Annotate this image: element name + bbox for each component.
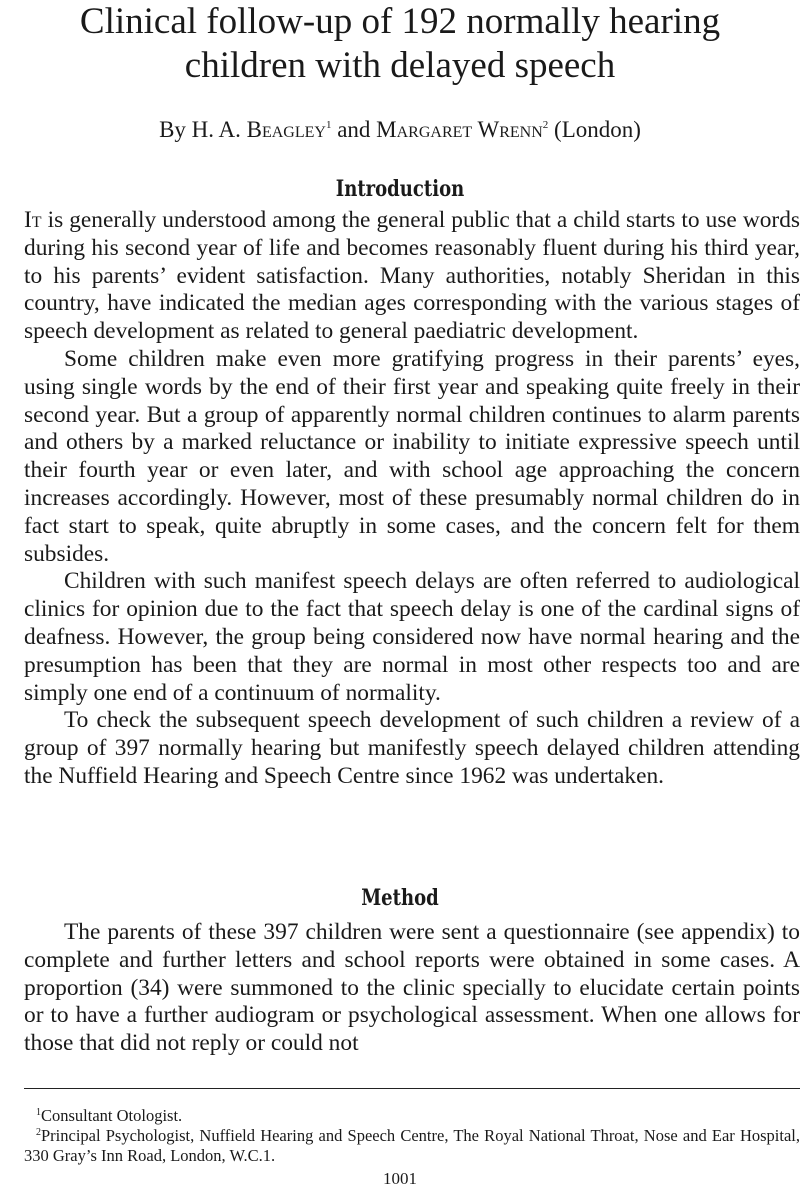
introduction-paragraph-2: Some children make even more gratifying progress in their parents’ eyes, using single words by the end of their first year and speaking quite freely in their second year. But a group of apparently normal children continues to alarm parents and others by a marked reluctance or inability to initiate expressive speech until their fourth year or even later, and with school age approaching the concern increases accordingly. However, most of these presumably normal children do in fact start to speak, quite abruptly in some cases, and the concern felt for them subsides.: [24, 345, 800, 567]
author-1-name: H. A. Beagley: [191, 117, 326, 142]
introduction-body: [24, 207, 800, 791]
introduction-heading: Introduction: [335, 176, 465, 202]
title-line-1: Clinical follow-up of 192 normally hearing: [79, 1, 721, 42]
method-heading: Method: [361, 885, 439, 911]
byline-and: and: [337, 117, 371, 142]
footnote-2-mark: 2: [36, 1127, 41, 1138]
footnote-rule: [24, 1088, 800, 1089]
introduction-paragraph-1-text: is generally understood among the general public that a child starts to use words during his second year of life and becomes reasonably fluent during his third year, to his parents’ evident satisfaction. Many authorities, notably Sheridan in this country, have indicated the median ages corresponding with the various stages of speech development as related to general paediatric development.: [24, 207, 800, 345]
author-2-name: Margaret Wrenn: [376, 117, 543, 142]
introduction-paragraph-3: Children with such manifest speech delays are often referred to audiological clinics for opinion due to the fact that speech delay is one of the cardinal signs of deafness. However, the group being considered now have normal hearing and the presumption has been that they are normal in most other respects too and are simply one end of a continuum of normality.: [24, 568, 800, 706]
byline-by: By: [159, 117, 186, 142]
footnotes: [24, 1106, 800, 1166]
author-1-footnote-mark: 1: [325, 119, 332, 131]
introduction-paragraph-4: To check the subsequent speech development of such children a review of a group of 397 normally hearing but manifestly speech delayed children attending the Nuffield Hearing and Speech Centre since 1962 was undertaken.: [24, 707, 800, 789]
introduction-paragraph-1: [24, 207, 800, 346]
author-location: (London): [554, 117, 641, 142]
article-title: [0, 0, 800, 88]
method-paragraph-1: The parents of these 397 children were sent a questionnaire (see appendix) to complete and further letters and school reports were obtained in some cases. A proportion (34) were summoned to the clinic specially to elucidate certain points or to have a further audiogram or psychological assessment. When one allows for those that did not reply or could not: [24, 919, 800, 1057]
footnote-1: [24, 1106, 800, 1126]
page-number: 1001: [383, 1169, 417, 1188]
title-line-2: children with delayed speech: [184, 45, 616, 86]
footnote-1-mark: 1: [36, 1107, 41, 1118]
author-byline: [0, 115, 800, 145]
footnote-1-text: Consultant Otologist.: [41, 1106, 183, 1125]
footnote-2-text: Principal Psychologist, Nuffield Hearing and Speech Centre, The Royal National Throat, Nose and Ear Hospital, 330 Gray’s Inn Road, London, W.C.1.: [24, 1126, 800, 1165]
author-2-footnote-mark: 2: [542, 119, 549, 131]
method-body: [24, 919, 800, 1058]
footnote-2: [24, 1126, 800, 1166]
introduction-lead-word: It: [24, 207, 42, 233]
